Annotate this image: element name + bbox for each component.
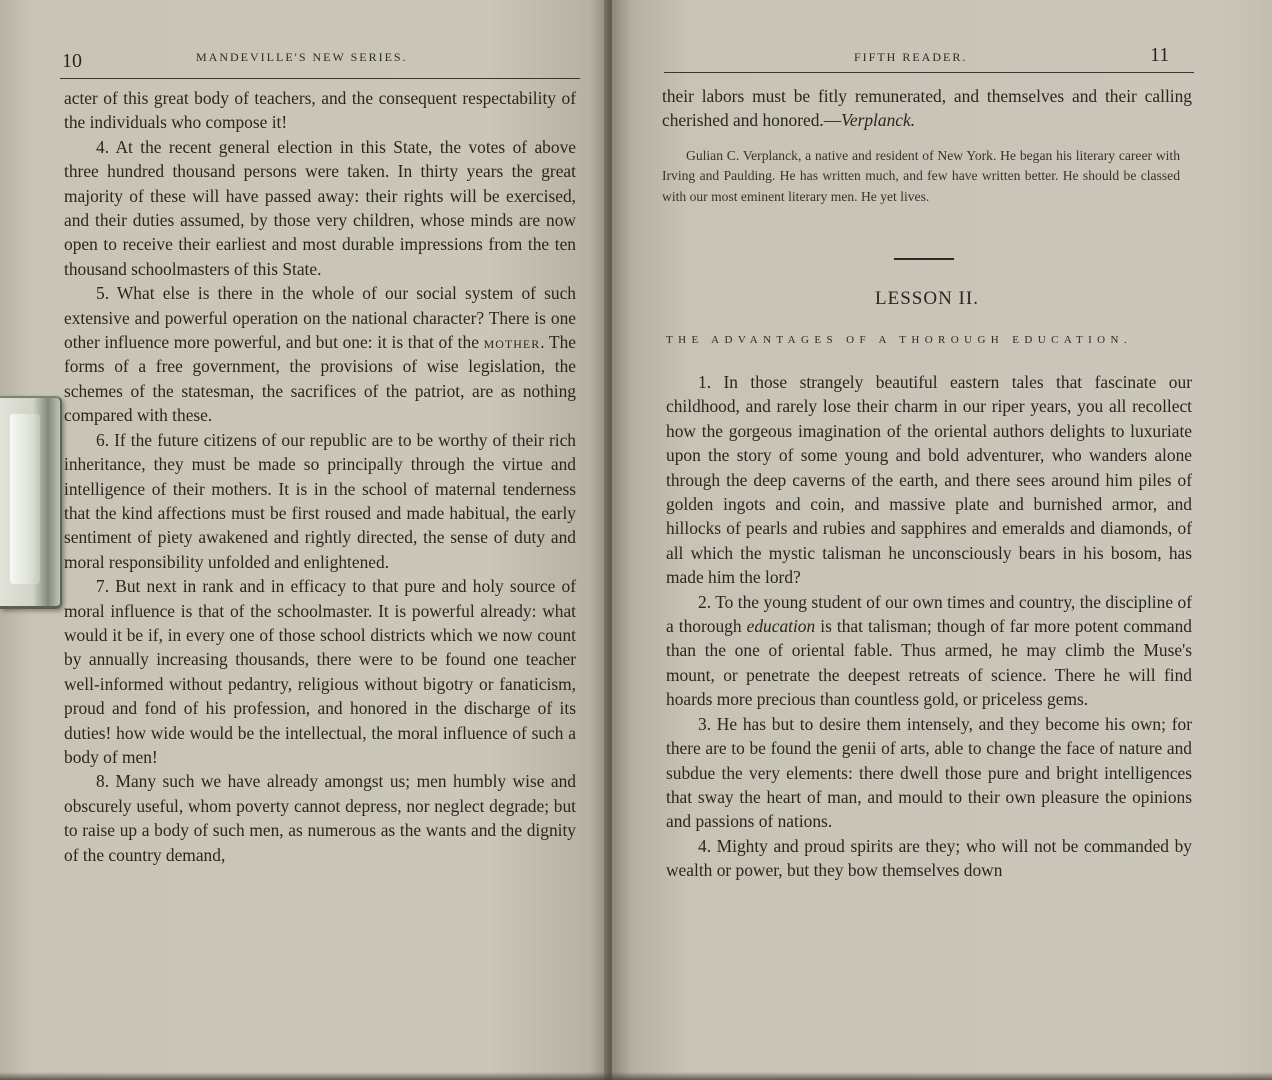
paragraph: 7. But next in rank and in efficacy to that pure and holy source of moral influence is that of the schoolmaster. It is powerful already: what would it be if, in every one of those school districts which we now count by annually increasing thousands, there were to be found one teacher well-informed without pedantry, religious without bigotry or fanaticism, proud and fond of his profession, and honored in the discharge of its duties! how wide would be the intellectual, the moral influence of such a body of men!: [64, 576, 576, 767]
paragraph: [64, 281, 576, 427]
paragraph: [662, 84, 1192, 133]
lesson-subtitle: THE ADVANTAGES OF A THOROUGH EDUCATION.: [666, 334, 1132, 346]
author-bio-note: Gulian C. Verplanck, a native and resident of New York. He began his literary career with Irving and Paulding. He has written much, and few have written better. He should be classed with our most eminent literary men. He yet lives.: [662, 148, 1180, 204]
paragraph-text: 5. What else is there in the whole of our social system of such extensive and powerful operation on the national character? There is one other influence more powerful, and but one: it is that of the: [64, 283, 576, 353]
bottom-edge-shadow: [0, 1072, 1272, 1080]
paragraph: 3. He has but to desire them intensely, and they become his own; for there are to be found the genii of arts, able to change the face of nature and subdue the very elements: there dwell those pure and bright intelligences that sway the heart of man, and mould to their own pleasure the opinions and passions of nations.: [666, 713, 1192, 832]
paragraph: 8. Many such we have already amongst us; men humbly wise and obscurely useful, whom poverty cannot depress, nor neglect degrade; but to raise up a body of such men, as numerous as the wants and the dignity of the country demand,: [64, 771, 576, 865]
glass-paperweight: [0, 396, 62, 609]
emphasis-mother: mother: [483, 332, 541, 353]
left-page: [0, 0, 608, 1080]
emphasis-education: education: [746, 616, 816, 637]
page-number-right: 11: [1150, 44, 1170, 66]
paragraph: 4. Mighty and proud spirits are they; who will not be commanded by wealth or power, but they bow themselves down: [666, 835, 1192, 881]
paragraph-text: . The forms of a free government, the provisions of wise legislation, the schemes of the statesman, the sacrifices of the patriot, are as nothing compared with these.: [64, 332, 576, 426]
paragraph-text: is that talisman; though of far more potent command than the one of oriental fable. Thus armed, he may climb the Muse's mount, or penetrate the deepest retreats of science. There he will find hoards more precious than countless gold, or priceless gems.: [666, 616, 1192, 710]
running-head-right: FIFTH READER.: [854, 50, 968, 64]
lesson-title: LESSON II.: [875, 288, 979, 309]
continuation-text: [662, 84, 1192, 133]
page-number-left: 10: [62, 50, 82, 72]
left-body-text: [64, 86, 576, 867]
glass-highlight: [10, 414, 40, 584]
running-head-left: MANDEVILLE'S NEW SERIES.: [196, 50, 408, 64]
paragraph-text: their labors must be fitly remunerated, and themselves and their calling cherished and honored.—: [662, 86, 1192, 131]
right-body-text: [666, 370, 1192, 883]
paragraph: acter of this great body of teachers, and the consequent respectability of the individuals who compose it!: [64, 88, 576, 133]
header-rule-right: [664, 72, 1194, 73]
author-attribution: Verplanck.: [841, 110, 916, 131]
paragraph: [666, 590, 1192, 712]
section-divider: [894, 258, 954, 260]
paragraph: 4. At the recent general election in this State, the votes of above three hundred thousand persons were taken. In thirty years the great majority of these will have passed away: their rights will be exercised, and their duties assumed, by those very children, whose minds are now open to receive their earliest and most durable impressions from the ten thousand schoolmasters of this State.: [64, 136, 576, 279]
paragraph-text: 2. To the young student of our own times and country, the discipline of a thorough: [666, 591, 1192, 637]
paragraph: 6. If the future citizens of our republic are to be worthy of their rich inheritance, they must be made so principally through the virtue and intelligence of their mothers. It is in the school of maternal tenderness that the kind affections must be first roused and made habitual, the early sentiment of piety awakened and rightly directed, the sense of duty and moral responsibility unfolded and enlightened.: [64, 429, 576, 572]
paragraph: 1. In those strangely beautiful eastern tales that fascinate our childhood, and rarely lose their charm in our riper years, you all recollect how the gorgeous imagination of the oriental authors delights to luxuriate upon the story of some young and bold adventurer, who wanders alone through the deep caverns of the earth, and there sees around him piles of golden ingots and coin, and massive plate and burnished armor, and hillocks of pearls and rubies and sapphires and emeralds and diamonds, of all which the mystic talisman he unconsciously bears in his bosom, has made him the lord?: [666, 372, 1192, 588]
header-rule-left: [60, 78, 580, 79]
right-page: [612, 0, 1272, 1080]
